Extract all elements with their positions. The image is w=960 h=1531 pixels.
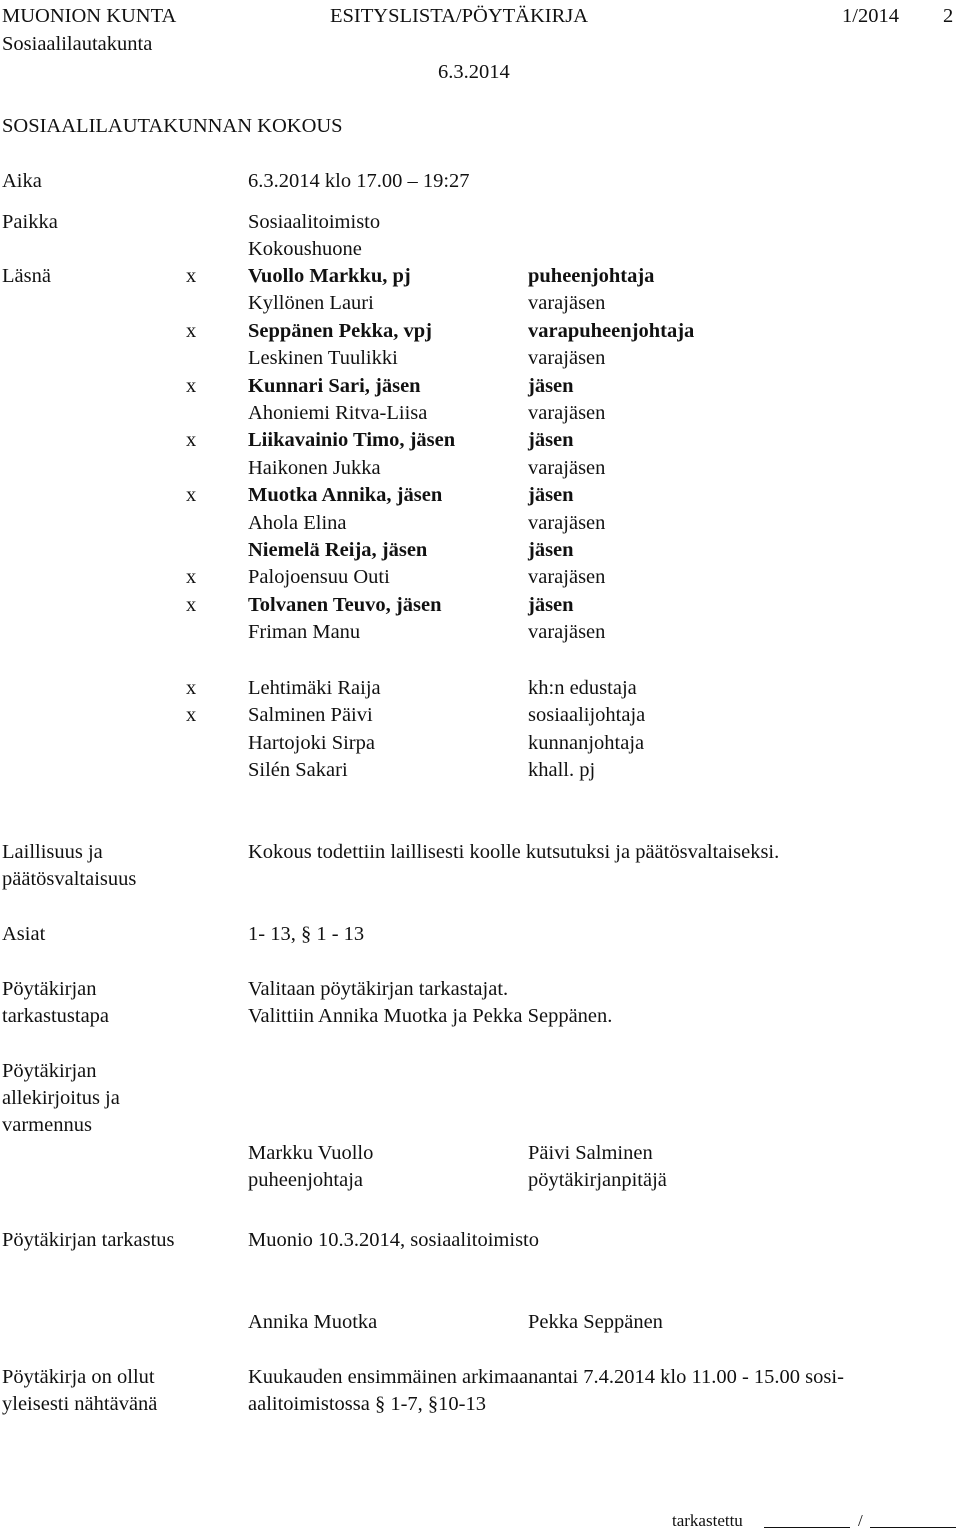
- matters-value: 1- 13, § 1 - 13: [248, 923, 365, 945]
- attendee-name: Friman Manu: [248, 621, 361, 644]
- matters-label: Asiat: [2, 923, 46, 945]
- document-date: 6.3.2014: [438, 61, 510, 83]
- attendee-present-mark: x: [186, 265, 197, 287]
- signer-2-name: Päivi Salminen: [528, 1142, 653, 1164]
- reviewer-2: Pekka Seppänen: [528, 1311, 663, 1333]
- attendee-role: jäsen: [528, 374, 574, 397]
- checked-line-1: [764, 1527, 850, 1528]
- other-attendee-role: kunnanjohtaja: [528, 731, 645, 754]
- checked-label: tarkastettu: [672, 1511, 743, 1530]
- attendee-role: jäsen: [528, 539, 574, 561]
- time-label: Aika: [2, 170, 42, 192]
- signer-2-role: pöytäkirjanpitäjä: [528, 1169, 667, 1191]
- attendee-role: varajäsen: [528, 456, 606, 479]
- attendee-role: varajäsen: [528, 511, 606, 534]
- reviewer-1: Annika Muotka: [248, 1311, 378, 1333]
- present-label: Läsnä: [2, 265, 51, 287]
- review-method-label-line-2: tarkastustapa: [2, 1005, 110, 1027]
- public-text-line-2: aalitoimistossa § 1-7, §10-13: [248, 1393, 487, 1415]
- page-number: 2: [943, 5, 954, 27]
- attendee-present-mark: x: [186, 566, 197, 589]
- public-label-line-2: yleisesti nähtävänä: [2, 1393, 158, 1415]
- attendee-present-mark: x: [186, 484, 197, 507]
- legality-label-line-1: Laillisuus ja: [2, 841, 103, 863]
- attendee-name: Muotka Annika, jäsen: [248, 484, 443, 507]
- attendee-role: jäsen: [528, 429, 574, 452]
- place-line-1: Sosiaalitoimisto: [248, 211, 381, 233]
- signature-label-line-1: Pöytäkirjan: [2, 1060, 97, 1082]
- attendee-role: varajäsen: [528, 621, 606, 644]
- other-attendee-name: Salminen Päivi: [248, 704, 373, 727]
- attendee-role: varajäsen: [528, 347, 606, 370]
- other-attendee-role: kh:n edustaja: [528, 677, 637, 699]
- public-label-line-1: Pöytäkirja on ollut: [2, 1366, 155, 1388]
- attendee-present-mark: x: [186, 429, 197, 452]
- other-attendee-role: sosiaalijohtaja: [528, 704, 646, 727]
- other-attendee-present-mark: x: [186, 677, 197, 699]
- public-text-line-1: Kuukauden ensimmäinen arkimaanantai 7.4.2014 klo 11.00 - 15.00 sosi-: [248, 1366, 844, 1388]
- attendee-name: Liikavainio Timo, jäsen: [248, 429, 456, 452]
- other-attendee-name: Silén Sakari: [248, 759, 348, 782]
- other-attendee-role: khall. pj: [528, 759, 596, 782]
- attendee-role: varapuheenjohtaja: [528, 319, 695, 342]
- attendee-role: varajäsen: [528, 566, 606, 589]
- attendee-name: Kunnari Sari, jäsen: [248, 374, 421, 397]
- signature-label-line-2: allekirjoitus ja: [2, 1087, 120, 1109]
- place-line-2: Kokoushuone: [248, 238, 362, 260]
- other-attendee-name: Hartojoki Sirpa: [248, 731, 375, 754]
- review-method-text-line-2: Valittiin Annika Muotka ja Pekka Seppänen.: [248, 1005, 613, 1027]
- attendee-present-mark: x: [186, 593, 197, 616]
- attendee-role: varajäsen: [528, 292, 606, 315]
- attendee-name: Ahoniemi Ritva-Liisa: [248, 402, 428, 424]
- legality-text: Kokous todettiin laillisesti koolle kutsutuksi ja päätösvaltaiseksi.: [248, 841, 780, 863]
- attendee-name: Niemelä Reija, jäsen: [248, 539, 428, 561]
- attendee-role: varajäsen: [528, 402, 606, 424]
- review-method-text-line-1: Valitaan pöytäkirjan tarkastajat.: [248, 978, 509, 1000]
- attendee-name: Tolvanen Teuvo, jäsen: [248, 593, 442, 616]
- attendee-present-mark: x: [186, 319, 197, 342]
- attendee-role: puheenjohtaja: [528, 265, 655, 287]
- review-text: Muonio 10.3.2014, sosiaalitoimisto: [248, 1229, 539, 1251]
- document-type: ESITYSLISTA/PÖYTÄKIRJA: [330, 5, 589, 27]
- board-name: Sosiaalilautakunta: [2, 33, 153, 55]
- attendee-name: Palojoensuu Outi: [248, 566, 390, 589]
- document-number: 1/2014: [842, 5, 899, 27]
- signer-1-role: puheenjohtaja: [248, 1169, 363, 1191]
- attendee-name: Vuollo Markku, pj: [248, 265, 411, 287]
- signer-1-name: Markku Vuollo: [248, 1142, 374, 1164]
- checked-slash: /: [858, 1511, 863, 1530]
- municipality-name: MUONION KUNTA: [2, 5, 177, 27]
- meeting-title: SOSIAALILAUTAKUNNAN KOKOUS: [2, 115, 343, 137]
- review-method-label-line-1: Pöytäkirjan: [2, 978, 97, 1000]
- attendee-role: jäsen: [528, 593, 574, 616]
- time-value: 6.3.2014 klo 17.00 – 19:27: [248, 170, 470, 192]
- attendee-name: Haikonen Jukka: [248, 456, 381, 479]
- other-attendee-present-mark: x: [186, 704, 197, 727]
- checked-line-2: [870, 1527, 956, 1528]
- attendee-role: jäsen: [528, 484, 574, 507]
- signature-label-line-3: varmennus: [2, 1114, 92, 1136]
- other-attendee-name: Lehtimäki Raija: [248, 677, 381, 699]
- legality-label-line-2: päätösvaltaisuus: [2, 868, 137, 890]
- attendee-name: Seppänen Pekka, vpj: [248, 319, 432, 342]
- review-label: Pöytäkirjan tarkastus: [2, 1229, 175, 1251]
- place-label: Paikka: [2, 211, 58, 233]
- attendee-name: Kyllönen Lauri: [248, 292, 374, 315]
- attendee-name: Leskinen Tuulikki: [248, 347, 398, 370]
- attendee-name: Ahola Elina: [248, 511, 347, 534]
- attendee-present-mark: x: [186, 374, 197, 397]
